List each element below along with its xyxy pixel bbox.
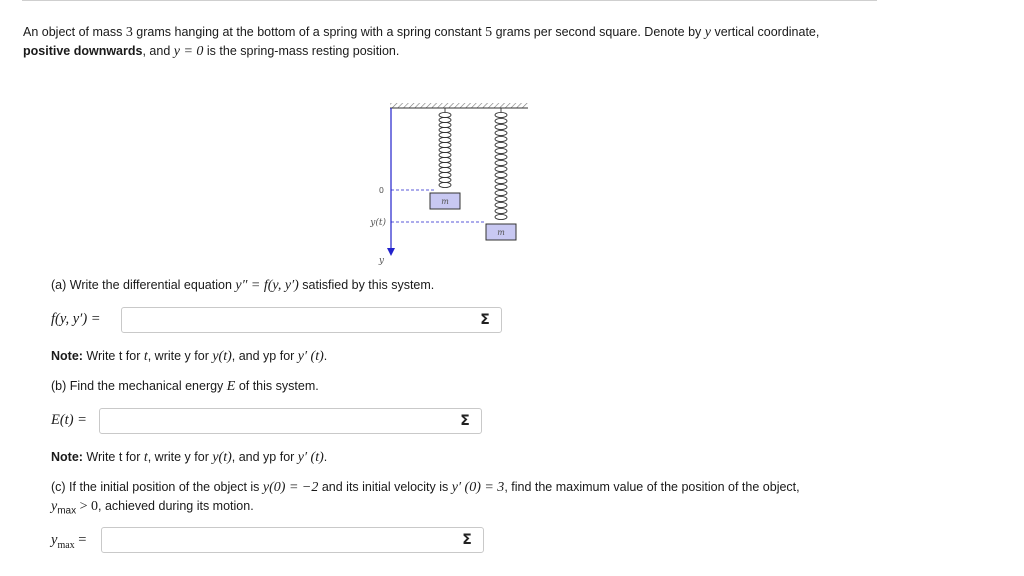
part-c-sigma-icon[interactable]: Σ [462, 532, 472, 548]
part-c-answer-input[interactable] [102, 528, 444, 552]
part-b-input-label: E(t) = [51, 412, 87, 428]
y-axis-arrow [387, 248, 395, 256]
part-a-note: Note: Write t for t, write y for y(t), and yp for y′ (t). [51, 349, 328, 364]
ceiling-hatch [390, 103, 528, 108]
part-b-answer-box [99, 408, 482, 434]
spring-at-rest [439, 108, 451, 188]
mass-label-displaced: m [497, 228, 505, 237]
part-a-question: (a) Write the differential equation y″ = f(y, y′) satisfied by this system. [51, 278, 435, 293]
part-c-input-label: $y_{max}$ = [51, 532, 87, 551]
spring-stretched [495, 108, 507, 220]
part-a-sigma-icon[interactable]: Σ [480, 312, 490, 328]
part-a-answer-input[interactable] [122, 308, 462, 332]
top-divider [22, 0, 877, 1]
problem-statement: An object of mass 3 grams hanging at the bottom of a spring with a spring constant 5 grams per second square. Denote by y vertical coordinate, positive downwards, and y = 0 is the spring-mass resting position. [23, 25, 820, 59]
part-a-answer-box [121, 307, 502, 333]
label-y-t: y(t) [370, 218, 386, 228]
spring-mass-diagram [360, 100, 535, 270]
mass-label-rest: m [441, 197, 449, 206]
label-zero: 0 [378, 186, 384, 195]
part-b-answer-input[interactable] [100, 409, 442, 433]
label-y-axis: y [378, 256, 384, 266]
part-c-question: (c) If the initial position of the object is y(0) = −2 and its initial velocity is y′ (0) = 3, find the maximum value of the position of the object, $y_{max} > 0$, achieved during its motion. [51, 480, 800, 517]
part-c-answer-box [101, 527, 484, 553]
part-b-question: (b) Find the mechanical energy E of this system. [51, 379, 319, 394]
part-a-input-label: f(y, y′) = [51, 311, 101, 327]
part-b-note: Note: Write t for t, write y for y(t), and yp for y′ (t). [51, 450, 328, 465]
part-b-sigma-icon[interactable]: Σ [460, 413, 470, 429]
